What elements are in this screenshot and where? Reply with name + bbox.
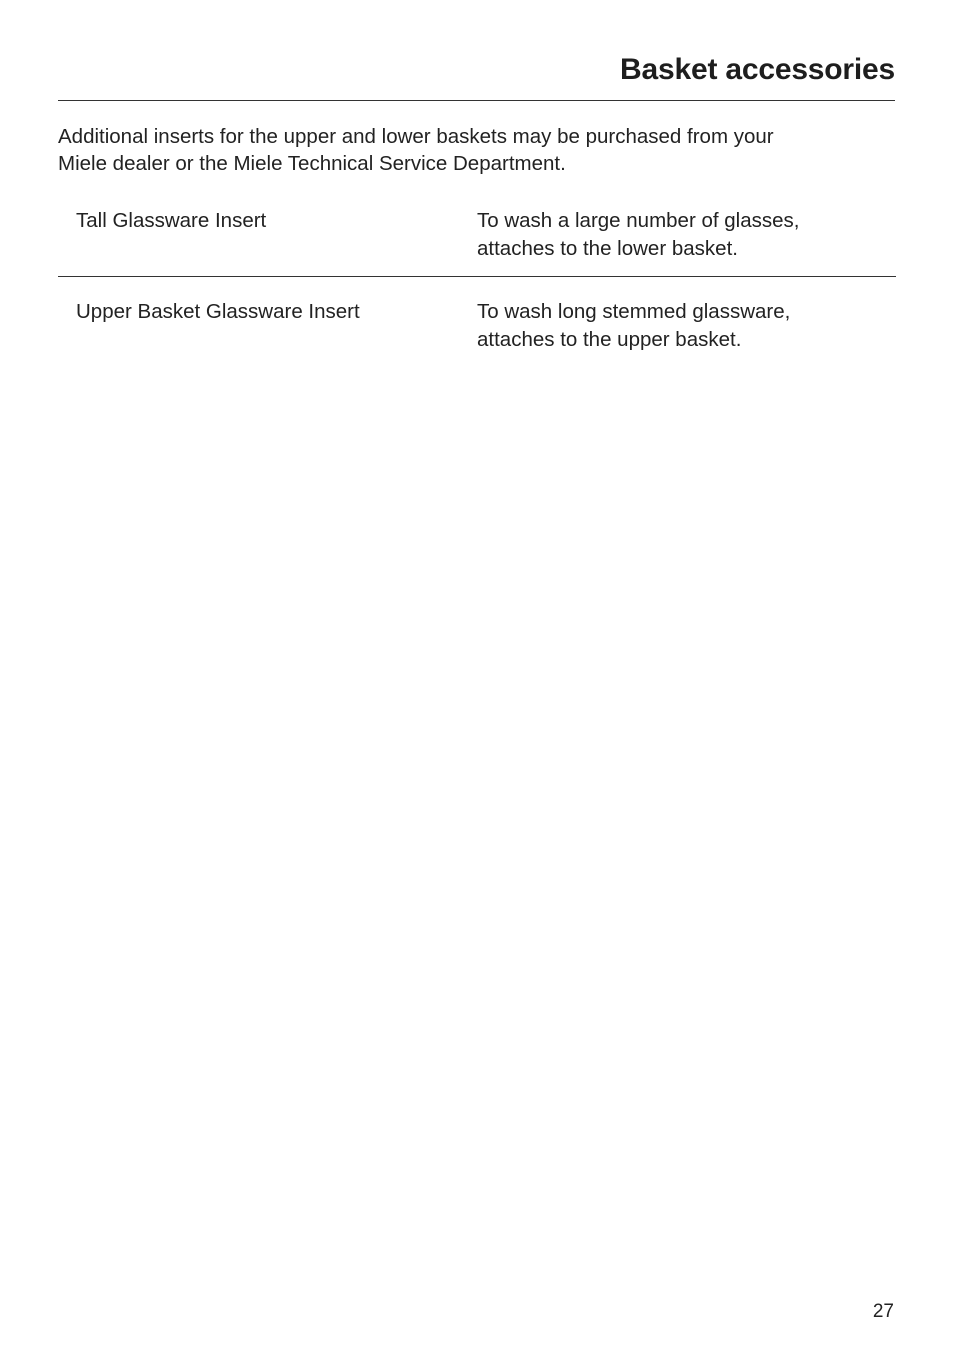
accessory-description-line: attaches to the upper basket. [477, 327, 742, 351]
accessory-description [477, 298, 887, 353]
title-divider [58, 100, 895, 101]
accessory-name: Upper Basket Glassware Insert [76, 300, 360, 323]
intro-paragraph [58, 123, 895, 177]
intro-line: Miele dealer or the Miele Technical Service Department. [58, 152, 566, 175]
accessory-row [58, 207, 896, 277]
accessory-row [58, 277, 896, 353]
intro-line: Additional inserts for the upper and lower baskets may be purchased from your [58, 125, 774, 148]
accessory-table [58, 207, 896, 353]
accessory-description-line: To wash long stemmed glassware, [477, 300, 791, 323]
page-title: Basket accessories [620, 53, 895, 86]
accessory-description-line: To wash a large number of glasses, [477, 209, 800, 232]
page-number: 27 [872, 1301, 894, 1322]
accessory-description [477, 207, 887, 262]
accessory-description-line: attaches to the lower basket. [477, 236, 738, 260]
accessory-name: Tall Glassware Insert [76, 209, 267, 232]
